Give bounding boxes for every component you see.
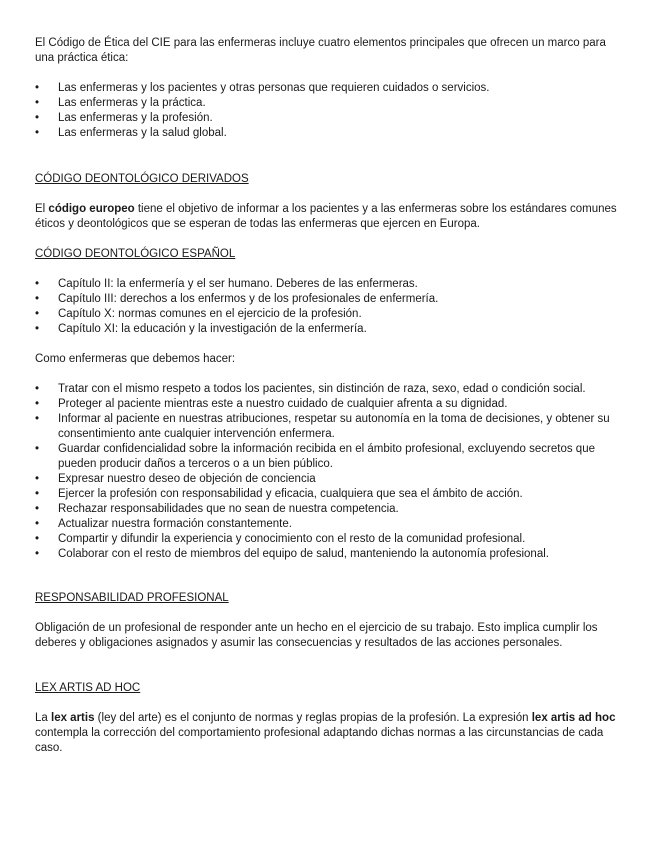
cie-elements-list bbox=[35, 81, 625, 141]
list-item: • Rechazar responsabilidades que no sean de nuestra competencia. bbox=[35, 502, 625, 517]
list-item: • Capítulo XI: la educación y la investigación de la enfermería. bbox=[35, 322, 625, 337]
list-item: • Las enfermeras y la profesión. bbox=[35, 111, 625, 126]
lex-artis-ad-hoc-term: lex artis ad hoc bbox=[531, 712, 616, 724]
capitulos-list bbox=[35, 277, 625, 337]
list-item: • Capítulo X: normas comunes en el ejercicio de la profesión. bbox=[35, 307, 625, 322]
list-item: • Las enfermeras y la salud global. bbox=[35, 126, 625, 141]
deberes-list bbox=[35, 382, 625, 562]
list-item: • Las enfermeras y los pacientes y otras personas que requieren cuidados o servicios. bbox=[35, 81, 625, 96]
list-item: • Capítulo II: la enfermería y el ser humano. Deberes de las enfermeras. bbox=[35, 277, 625, 292]
responsabilidad-paragraph: Obligación de un profesional de responder ante un hecho en el ejercicio de su trabajo. Esto implica cumplir los deberes y obligaciones asignados y asumir las consecuencias y resultados de las acciones personales. bbox=[35, 622, 598, 649]
list-item: • Actualizar nuestra formación constantemente. bbox=[35, 517, 625, 532]
section-heading-responsabilidad: RESPONSABILIDAD PROFESIONAL bbox=[35, 592, 229, 604]
list-item: • Tratar con el mismo respeto a todos los pacientes, sin distinción de raza, sexo, edad o condición social. bbox=[35, 382, 625, 397]
derivados-paragraph: El código europeo tiene el objetivo de informar a los pacientes y a las enfermeras sobre los estándares comunes éticos y deontológicos que se esperan de todas las enfermeras que ejercen en Europa. bbox=[35, 203, 617, 230]
section-heading-espanol: CÓDIGO DEONTOLÓGICO ESPAÑOL bbox=[35, 248, 236, 260]
list-item: • Ejercer la profesión con responsabilidad y eficacia, cualquiera que sea el ámbito de acción. bbox=[35, 487, 625, 502]
deberes-subtitle: Como enfermeras que debemos hacer: bbox=[35, 353, 236, 365]
codigo-europeo-term: código europeo bbox=[48, 203, 135, 215]
lex-artis-term: lex artis bbox=[51, 712, 95, 724]
list-item: • Informar al paciente en nuestras atribuciones, respetar su autonomía en la toma de decisiones, y obtener su consentimiento ante cualquier intervención enfermera. bbox=[35, 412, 625, 442]
section-heading-derivados: CÓDIGO DEONTOLÓGICO DERIVADOS bbox=[35, 173, 249, 185]
list-item: • Expresar nuestro deseo de objeción de conciencia bbox=[35, 472, 625, 487]
list-item: • Capítulo III: derechos a los enfermos y de los profesionales de enfermería. bbox=[35, 292, 625, 307]
list-item: • Las enfermeras y la práctica. bbox=[35, 96, 625, 111]
document-page bbox=[35, 36, 625, 756]
list-item: • Guardar confidencialidad sobre la información recibida en el ámbito profesional, excluyendo secretos que pueden producir daños a terceros o a un bien público. bbox=[35, 442, 625, 472]
intro-paragraph: El Código de Ética del CIE para las enfermeras incluye cuatro elementos principales que ofrecen un marco para una práctica ética: bbox=[35, 37, 606, 64]
list-item: • Colaborar con el resto de miembros del equipo de salud, manteniendo la autonomía profesional. bbox=[35, 547, 625, 562]
lexartis-paragraph: La lex artis (ley del arte) es el conjunto de normas y reglas propias de la profesión. La expresión lex artis ad hoc contempla la corrección del comportamiento profesional adaptando dichas normas a las circunstancias de cada caso. bbox=[35, 712, 616, 754]
list-item: • Compartir y difundir la experiencia y conocimiento con el resto de la comunidad profesional. bbox=[35, 532, 625, 547]
section-heading-lexartis: LEX ARTIS AD HOC bbox=[35, 682, 141, 694]
list-item: • Proteger al paciente mientras este a nuestro cuidado de cualquier afrenta a su dignidad. bbox=[35, 397, 625, 412]
